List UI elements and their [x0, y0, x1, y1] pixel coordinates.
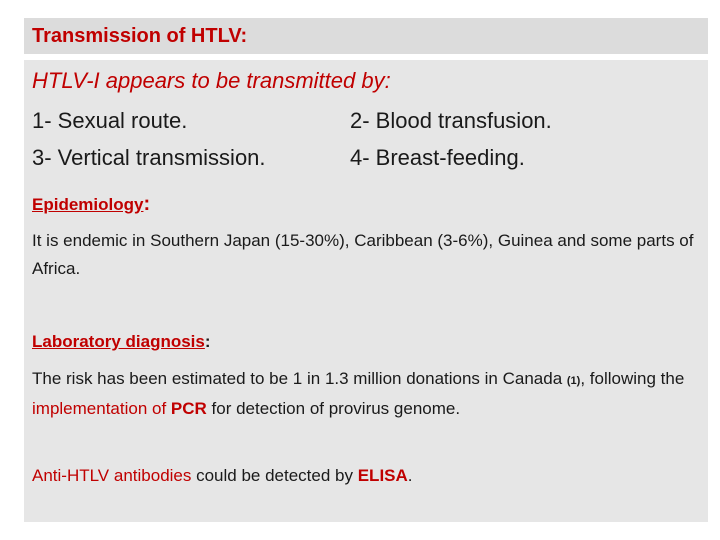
- lab-text-part: for detection of provirus genome.: [206, 399, 461, 418]
- lab-diagnosis-paragraph: [32, 365, 702, 423]
- lab-diagnosis-heading-text: Laboratory diagnosis: [32, 332, 205, 351]
- lab-text-part: , following the: [580, 369, 685, 388]
- route-item: 3- Vertical transmission.: [32, 145, 266, 170]
- lab-diagnosis-colon: :: [204, 332, 211, 351]
- epidemiology-text: It is endemic in Southern Japan (15-30%), Caribbean (3-6%), Guinea and some parts of Africa.: [32, 231, 694, 278]
- slide-title: Transmission of HTLV:: [32, 25, 248, 47]
- lab-text-part: could be detected by: [191, 466, 358, 485]
- content-box: [24, 60, 708, 522]
- epidemiology-colon: :: [143, 193, 151, 215]
- elisa-highlight: ELISA: [357, 466, 408, 485]
- epidemiology-heading: [32, 193, 150, 216]
- epidemiology-heading-text: Epidemiology: [32, 195, 144, 214]
- title-bar: [24, 18, 708, 54]
- pcr-highlight: PCR: [170, 399, 207, 418]
- antibody-paragraph: [32, 462, 702, 490]
- reference-marker: (1): [566, 375, 581, 387]
- transmission-intro: HTLV-I appears to be transmitted by:: [32, 68, 391, 93]
- lab-text-part: .: [407, 466, 413, 485]
- lab-diagnosis-heading: [32, 332, 211, 352]
- lab-text-part: The risk has been estimated to be 1 in 1.3 million donations in Canada: [32, 369, 567, 388]
- highlight-text: Anti-HTLV antibodies: [32, 466, 192, 485]
- route-item: 4- Breast-feeding.: [350, 145, 525, 170]
- highlight-text: implementation of: [32, 399, 171, 418]
- route-item: 1- Sexual route.: [32, 108, 188, 133]
- route-item: 2- Blood transfusion.: [350, 108, 552, 133]
